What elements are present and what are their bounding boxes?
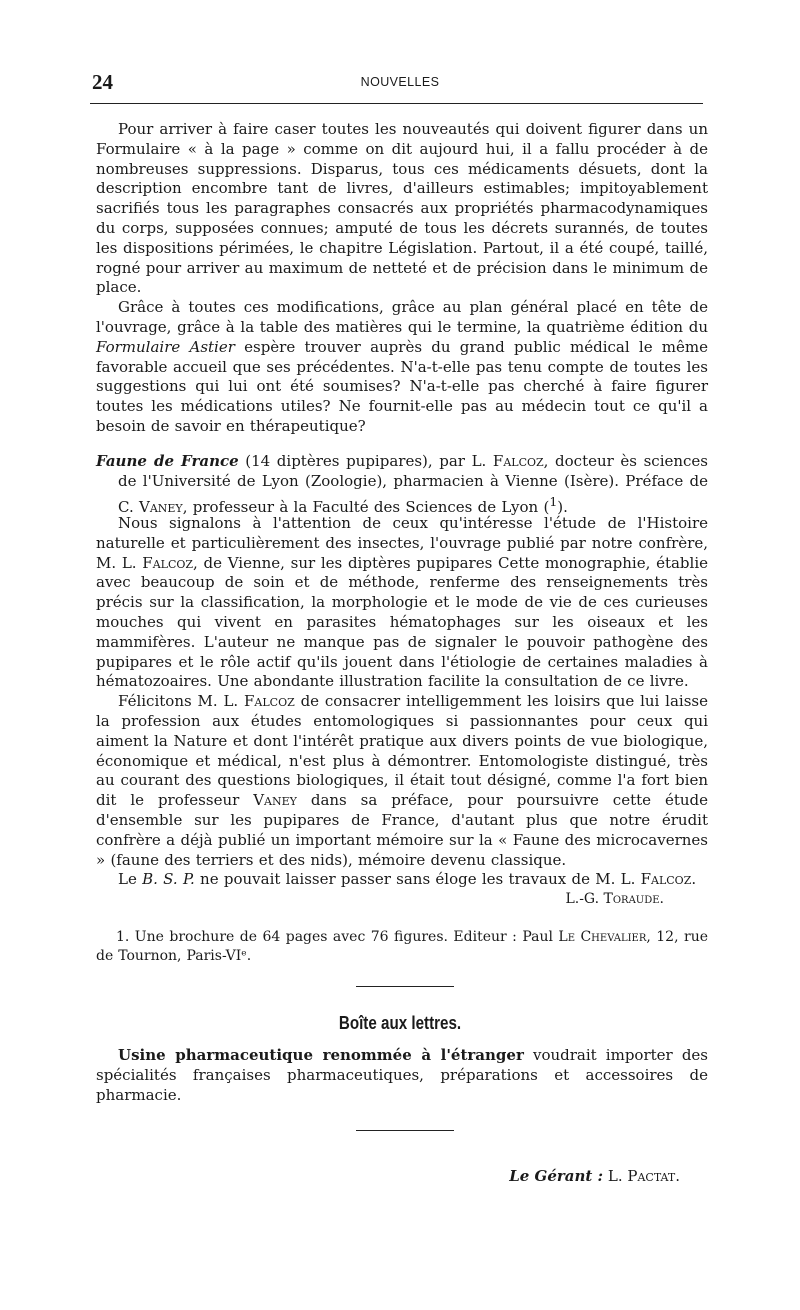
author-name: Falcoz (244, 692, 295, 711)
review-text: , de Vienne, sur les diptères pupipares Cette monographie, établie avec beaucoup de soin et de méthode, renferme des renseignements très précis sur la classification, la morphologie et le mode de vie de ces curieuses mouches qui vivent en parasites hématophages sur les oiseaux et les mammifères. L'auteur ne manque pas de signaler le pouvoir pathogène des pupipares et le rôle actif qu'ils jouent dans l'étiologie de certaines maladies à hématozoaires. Une abondante illustration facilite la consultation de ce livre. (96, 553, 708, 691)
footnote (96, 928, 708, 966)
intro-p2-start: Grâce à toutes ces modifications, grâce au plan général placé en tête de l'ouvrage, grâce à la table des matières qui le termine, la quatrième édition du (96, 298, 708, 336)
review-head-text-1: (14 diptères pupipares), par L. (238, 452, 493, 470)
preface-author: Vaney (253, 791, 297, 810)
intro-paragraph-1: Pour arriver à faire caser toutes les nouveautés qui doivent figurer dans un Formulaire « à la page » comme on dit aujourd hui, il a fallu procéder à de nombreuses suppressions. Disparus, tous ces médicaments désuets, dont la description encombre tant de livres, d'ailleurs estimables; impitoyablement sacrifiés tous les paragraphes consacrés aux propriétés pharmacodynamiques du corps, supposées connues; amputé de tous les décrets surannés, de toutes les dispositions périmées, le chapitre Législation. Partout, il a été coupé, taillé, rogné pour arriver au maximum de netteté et de précision dans le minimum de place. (96, 120, 708, 297)
letters-bold-text: Usine pharmaceutique renommée à l'étranger (118, 1046, 524, 1064)
footnote-text (96, 928, 708, 966)
review-head-text-3: , professeur à la Faculté des Sciences de Lyon ( (182, 497, 550, 516)
intro-paragraph-2 (96, 298, 708, 437)
review-text: dans sa préface, pour poursuivre cette étude d'ensemble sur les pupipares de France, d'autant plus que notre érudit confrère a déjà publié un important mémoire sur la « Faune des microcavernes » (faune des terriers et des nids), mémoire devenu classique. (96, 791, 708, 869)
section-divider (356, 986, 454, 987)
footnote-text-end: , 12, rue de Tournon, Paris-VIᵉ. (96, 929, 708, 964)
preface-author: Vaney (138, 497, 183, 516)
letters-text: voudrait importer des spécialités françaises pharmaceutiques, préparations et accessoires de pharmacie. (96, 1046, 708, 1104)
review-text: Le (118, 870, 143, 889)
review-text: Nous signalons à l'attention de ceux qu'intéresse l'étude de l'Histoire naturelle et particulièrement des insectes, l'ouvrage publié par notre confrère, M. L. (96, 514, 708, 572)
letters-paragraph (96, 1046, 708, 1105)
section-title: Boîte aux lettres. (338, 1012, 462, 1033)
journal-abbreviation: B. S. P. (142, 870, 195, 889)
gerant-initial: L. (603, 1167, 628, 1185)
review-paragraph-2 (96, 692, 708, 870)
gerant-name: Pactat. (627, 1167, 680, 1185)
book-title: Faune de France (96, 452, 239, 470)
review-head-text-4: ). (557, 497, 568, 516)
gerant-line (509, 1167, 680, 1185)
section-divider (356, 1130, 454, 1131)
book-review-heading (96, 452, 708, 517)
author-name: Falcoz (142, 553, 194, 572)
review-text: de consacrer intelligemment les loisirs que lui laisse la profession aux études entomologiques si passionnantes pour ceux qui aiment la Nature et dont l'intérêt pratique aux divers points de vue biologique, économique et médical, n'est plus à démontrer. Entomologiste distingué, très au courant des questions biologiques, il était tout désigné, comme l'a fort bien dit le professeur (96, 692, 708, 810)
header-rule (90, 103, 703, 104)
review-text: ne pouvait laisser passer sans éloge les travaux de M. L. (194, 870, 641, 889)
author-name: Falcoz (492, 452, 544, 470)
footnote-reference: 1 (549, 493, 558, 509)
publisher-name: Le Chevalier (558, 929, 647, 945)
formulaire-title: Formulaire Astier (96, 337, 235, 356)
review-head-text-2: , docteur ès sciences de l'Université de Lyon (Zoologie), pharmacien à Vienne (Isère). Préface de C. (118, 452, 709, 516)
footnote-text-start: 1. Une brochure de 64 pages avec 76 figures. Editeur : Paul (116, 929, 559, 945)
book-review-body (96, 514, 708, 910)
page-number: 24 (92, 70, 113, 94)
letters-section (96, 1046, 708, 1105)
review-text: Félicitons M. L. (118, 692, 245, 711)
review-paragraph-1 (96, 514, 708, 692)
intro-p2-end: espère trouver auprès du grand public médical le même favorable accueil que ses précédentes. N'a-t-elle pas tenu compte de toutes les suggestions qui lui ont été soumises? N'a-t-elle pas cherché à faire figurer toutes les médications utiles? Ne fournit-elle pas au médecin tout ce qu'il a besoin de savoir en thérapeutique? (96, 337, 708, 435)
review-paragraph-3 (96, 870, 708, 890)
running-head: NOUVELLES (360, 75, 440, 89)
author-name: Falcoz. (640, 870, 697, 889)
review-signature: L.-G. Toraude. (565, 891, 664, 908)
intro-section (96, 120, 708, 437)
gerant-label: Le Gérant : (509, 1167, 604, 1185)
